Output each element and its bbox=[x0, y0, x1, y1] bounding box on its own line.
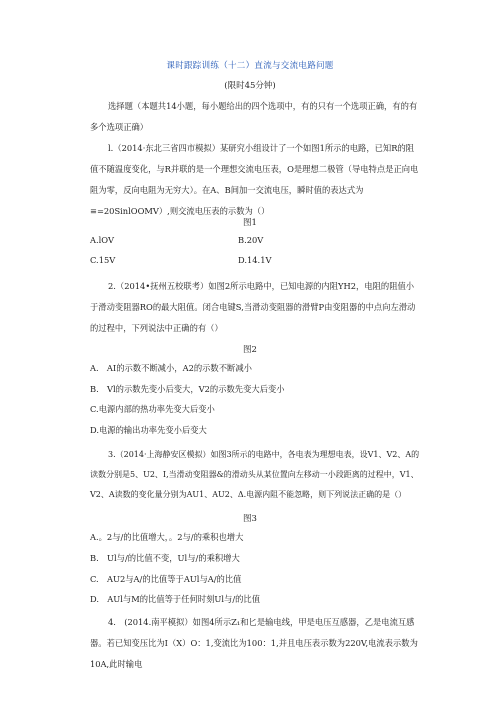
q1-option-d: D.14.1V bbox=[238, 255, 272, 265]
question-3-text: 3.（2014·上海静安区模拟）如图3所示的电路中，各电表为理想电表，设V1、V2、A的读数分别是5、U2、I,当滑动变阻器&的滑动头从某位置向左移动一小段距离的过程中，V1、V2、A读数的变化量分别为AU1、AU2、Δ.电源内阻不能忽略，则下列说法正确的是（） bbox=[90, 450, 420, 499]
figure-1-caption: 图1 bbox=[243, 218, 257, 228]
q3-option-d: D. AUl与M的比值等于任何时刻Ul与/的比值 bbox=[90, 594, 261, 604]
q3-option-b: B. Ul与/的比值不变，Ul与/的乘积增大 bbox=[90, 553, 240, 563]
time-limit: (限时45分钟) bbox=[224, 81, 276, 91]
q2-option-c: C.电源内部的热功率先变大后变小 bbox=[90, 404, 215, 414]
q1-option-c: C.15V bbox=[90, 255, 116, 265]
question-4-text: 4. (2014.南平模拟）如图4所示Z₁和匕是输电线，甲是电压互感器，乙是电流互感器。若已知变压比为I（X）O：1,变流比为100：1,并且电压表示数为220V,电流表示数为10A,此时输电 bbox=[90, 617, 418, 669]
figure-3-caption: 图3 bbox=[243, 514, 257, 524]
q2-option-b: B. Vl的示数先变小后变大，V2的示数先变大后变小 bbox=[90, 384, 285, 394]
figure-2-caption: 图2 bbox=[243, 345, 257, 355]
question-1-text: l.（2014·东北三省四市模拟）某研究小组设计了一个如图1所示的电路，已知R的阻值不随温度变化，与R并联的是一个理想交流电压表，O是理想二极管（导电特点是正向电阻为零，反向电阻为无穷大）。在A、B间加一交流电压，瞬时值的表达式为≡=20SinlOOMV）,则交流电压表的示数为（） bbox=[90, 143, 419, 216]
q3-option-c: C. AU2与A/的比值等于AUl与A/的比值 bbox=[90, 574, 242, 584]
q3-option-a: A.。2与/的比值增大，。2与/的乘积也增大 bbox=[90, 532, 244, 542]
q2-option-d: D.电源的输出功率先变小后变大 bbox=[90, 425, 207, 435]
q1-option-a: A.lOV bbox=[90, 235, 114, 245]
document-title: 课时跟踪训练（十二）直流与交流电路问题 bbox=[166, 61, 334, 71]
question-2-text: 2.（2014•抚州五校联考）如图2所示电路中，已知电源的内阻YH2，电阻的阻值小于滑动变阻器RO的最大阻值。闭合电键S,当滑动变阻器的滑臂P由变阻器的中点向左滑动的过程中，下列说法中正确的有（） bbox=[90, 281, 416, 333]
q1-option-b: B.20V bbox=[238, 235, 264, 245]
q2-option-a: A. AI的示数不断减小，A2的示数不断减小 bbox=[90, 363, 252, 373]
instructions: 选择题（本题共14小题，每小题给出的四个选项中，有的只有一个选项正确，有的有多个选项正确） bbox=[90, 101, 418, 132]
